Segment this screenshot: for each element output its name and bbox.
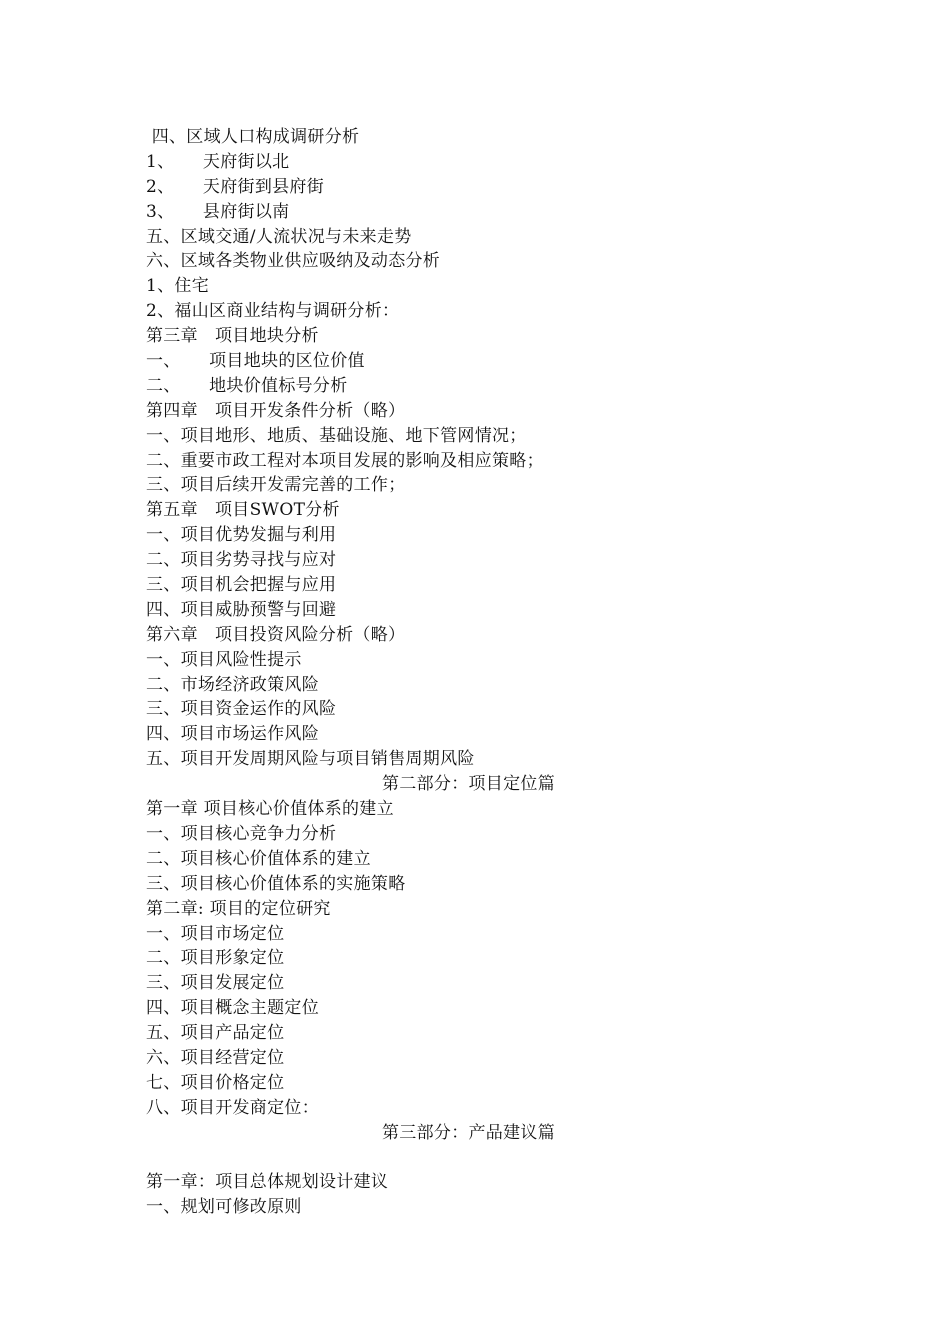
outline-line: 六、项目经营定位 (146, 1047, 285, 1068)
section-heading: 第二部分：项目定位篇 (382, 774, 555, 795)
outline-line: 二、市场经济政策风险 (146, 674, 319, 695)
outline-line: 三、项目发展定位 (146, 973, 285, 994)
outline-line: 一、项目优势发掘与利用 (146, 525, 337, 546)
outline-line: 一、规划可修改原则 (146, 1197, 302, 1218)
outline-line: 四、项目市场运作风险 (146, 724, 319, 745)
outline-line: 第五章 项目SWOT分析 (146, 500, 340, 521)
outline-line: 第一章 项目核心价值体系的建立 (146, 799, 394, 820)
outline-line: 四、项目威胁预警与回避 (146, 599, 337, 620)
outline-text (146, 125, 826, 1220)
outline-line: 八、项目开发商定位： (146, 1097, 319, 1118)
outline-line: 1、住宅 (146, 276, 210, 297)
outline-line: 第四章 项目开发条件分析（略） (146, 400, 406, 421)
outline-line: 五、区域交通/人流状况与未来走势 (146, 226, 412, 247)
outline-line: 二、项目核心价值体系的建立 (146, 848, 371, 869)
outline-line: 2、 天府街到县府街 (146, 176, 325, 197)
outline-line: 一、项目市场定位 (146, 923, 285, 944)
outline-line: 三、项目核心价值体系的实施策略 (146, 873, 406, 894)
outline-line: 三、项目资金运作的风险 (146, 699, 337, 720)
outline-line: 二、重要市政工程对本项目发展的影响及相应策略； (146, 450, 544, 471)
outline-line: 3、 县府街以南 (146, 201, 290, 222)
section-heading: 第三部分：产品建议篇 (382, 1122, 555, 1143)
outline-line: 第六章 项目投资风险分析（略） (146, 624, 406, 645)
outline-line: 六、区域各类物业供应吸纳及动态分析 (146, 251, 441, 272)
blank-line (146, 1146, 826, 1171)
outline-line: 五、项目开发周期风险与项目销售周期风险 (146, 749, 475, 770)
outline-line: 四、区域人口构成调研分析 (146, 127, 360, 147)
outline-line: 五、项目产品定位 (146, 1023, 285, 1044)
outline-line: 二、 地块价值标号分析 (146, 375, 348, 396)
outline-line: 2、福山区商业结构与调研分析： (146, 301, 400, 322)
outline-line: 第一章：项目总体规划设计建议 (146, 1172, 389, 1193)
outline-line: 一、项目核心竞争力分析 (146, 823, 337, 844)
outline-line: 四、项目概念主题定位 (146, 998, 319, 1019)
outline-line: 七、项目价格定位 (146, 1072, 285, 1093)
outline-line: 第二章: 项目的定位研究 (146, 898, 331, 919)
outline-line: 二、项目劣势寻找与应对 (146, 550, 337, 571)
outline-line: 1、 天府街以北 (146, 151, 290, 172)
outline-line: 三、项目后续开发需完善的工作； (146, 475, 406, 496)
outline-line: 一、 项目地块的区位价值 (146, 351, 365, 372)
outline-line: 三、项目机会把握与应用 (146, 575, 337, 596)
outline-line: 二、项目形象定位 (146, 948, 285, 969)
outline-line: 第三章 项目地块分析 (146, 326, 319, 347)
outline-line: 一、项目风险性提示 (146, 649, 302, 670)
outline-line: 一、项目地形、地质、基础设施、地下管网情况； (146, 425, 527, 446)
